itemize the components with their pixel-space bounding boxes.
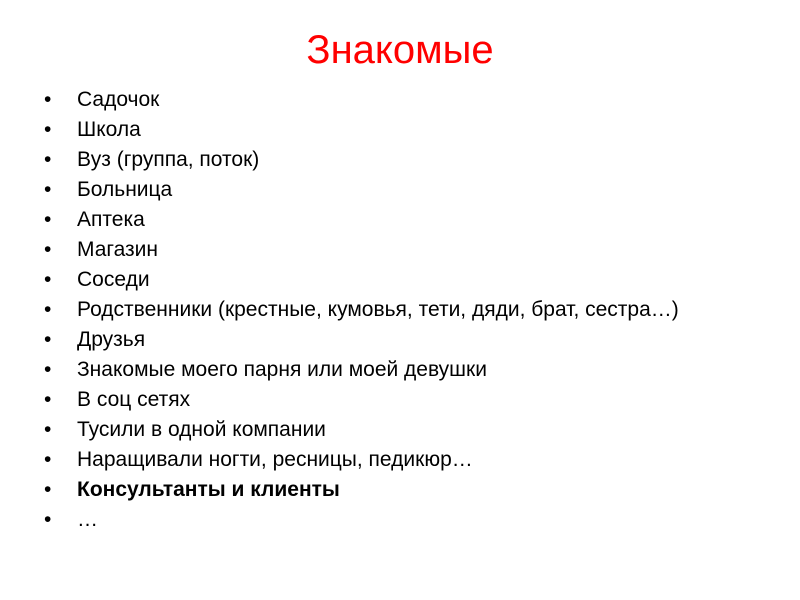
list-item-text: Друзья [77, 328, 146, 351]
list-item-text: … [77, 508, 98, 531]
bullet-icon: • [44, 508, 52, 531]
list-item-text: Больница [77, 178, 173, 201]
list-item-text: Знакомые моего парня или моей девушки [77, 358, 487, 381]
bullet-icon: • [44, 358, 52, 381]
list-item [44, 116, 684, 143]
list-item-text: Магазин [77, 238, 159, 261]
list-item [44, 356, 684, 383]
list-item-text: Тусили в одной компании [77, 418, 326, 441]
list-item-text: Консультанты и клиенты [77, 478, 340, 501]
bullet-icon: • [44, 208, 52, 231]
list-item [44, 206, 684, 233]
bullet-list [44, 86, 684, 536]
bullet-icon: • [44, 88, 52, 111]
list-item-text: Соседи [77, 268, 150, 291]
bullet-icon: • [44, 178, 52, 201]
bullet-icon: • [44, 388, 52, 411]
list-item-text: Аптека [77, 208, 145, 231]
bullet-icon: • [44, 118, 52, 141]
list-item-text: В соц сетях [77, 388, 191, 411]
list-item [44, 416, 684, 443]
bullet-icon: • [44, 328, 52, 351]
bullet-icon: • [44, 478, 52, 501]
list-item-text: Вуз (группа, поток) [77, 148, 260, 171]
bullet-icon: • [44, 268, 52, 291]
list-item [44, 176, 684, 203]
bullet-icon: • [44, 298, 52, 321]
list-item [44, 506, 684, 533]
list-item [44, 146, 684, 173]
list-item [44, 86, 684, 113]
bullet-icon: • [44, 418, 52, 441]
list-item [44, 236, 684, 263]
list-item [44, 476, 684, 503]
list-item-text: Садочок [77, 88, 160, 111]
list-item-text: Наращивали ногти, ресницы, педикюр… [77, 448, 473, 471]
list-item [44, 326, 684, 353]
list-item [44, 386, 684, 413]
bullet-icon: • [44, 238, 52, 261]
bullet-icon: • [44, 148, 52, 171]
list-item [44, 446, 684, 473]
list-item [44, 266, 684, 293]
list-item [44, 296, 684, 323]
list-item-text: Родственники (крестные, кумовья, тети, дяди, брат, сестра…) [77, 298, 679, 321]
slide-title: Знакомые [306, 28, 494, 72]
list-item-text: Школа [77, 118, 141, 141]
bullet-icon: • [44, 448, 52, 471]
